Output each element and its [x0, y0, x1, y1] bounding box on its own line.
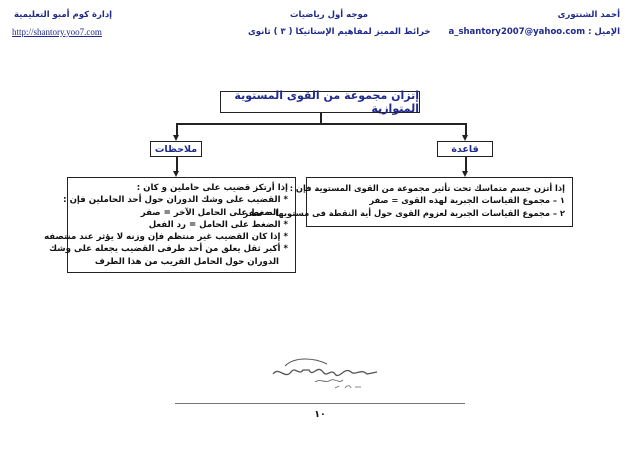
notes-line: * إذا كان القضيب غير منتظم فإن وزنه لا يؤثر عند منتصفه — [44, 232, 288, 243]
rule-line: إذا أتزن جسم متماسك تحت تأثير مجموعة من القوى المستوية فإن : — [289, 183, 565, 193]
notes-line: إذا أرتكز قضيب على حاملين و كان : — [136, 183, 288, 193]
page-number: ١٠ — [314, 409, 326, 420]
website-link[interactable]: http://shantory.yoo7.com — [12, 27, 102, 37]
rule-line: ٢ – مجموع القياسات الجبرية لعزوم القوى حول أية النقطة فى مستويها = صفر — [243, 207, 565, 218]
notes-box — [44, 177, 296, 273]
notes-line: الضغط على الحامل الآخر = صفر — [140, 207, 279, 218]
administration-name: إدارة كوم أمبو التعليمية — [14, 10, 113, 20]
footer-divider — [175, 403, 465, 404]
concept-title: إتزان مجموعة من القوى المستوية المتوازية — [220, 91, 420, 113]
notes-line: الدوران حول الحامل القريب من هذا الطرف — [94, 256, 279, 267]
rule-line: ١ – مجموع القياسات الجبرية لهذه القوى = صفر — [369, 195, 565, 206]
rule-box — [243, 177, 573, 227]
author-name: أحمد الشنتورى — [557, 10, 620, 20]
document-subtitle: خرائط المميز لمفاهيم الإستاتيكا ( ٣ ) ثانوى — [248, 27, 431, 37]
rule-label: قاعدة — [437, 141, 493, 157]
handwritten-signature — [265, 352, 385, 397]
branch-line — [176, 123, 466, 125]
notes-label: ملاحظات — [150, 141, 202, 157]
left-connector — [176, 157, 178, 172]
notes-line: * الضغط على الحامل = رد الفعل — [148, 219, 288, 230]
notes-line: * أكبر ثقل يعلق من أحد طرفى القضيب يجعله على وشك — [49, 244, 288, 255]
email-line: الإميل : a_shantory2007@yahoo.com — [448, 27, 620, 37]
notes-line: * القضيب على وشك الدوران حول أحد الحاملين فإن : — [63, 195, 288, 206]
right-connector — [465, 157, 467, 172]
course-title: موجه أول رياضيات — [290, 10, 369, 20]
